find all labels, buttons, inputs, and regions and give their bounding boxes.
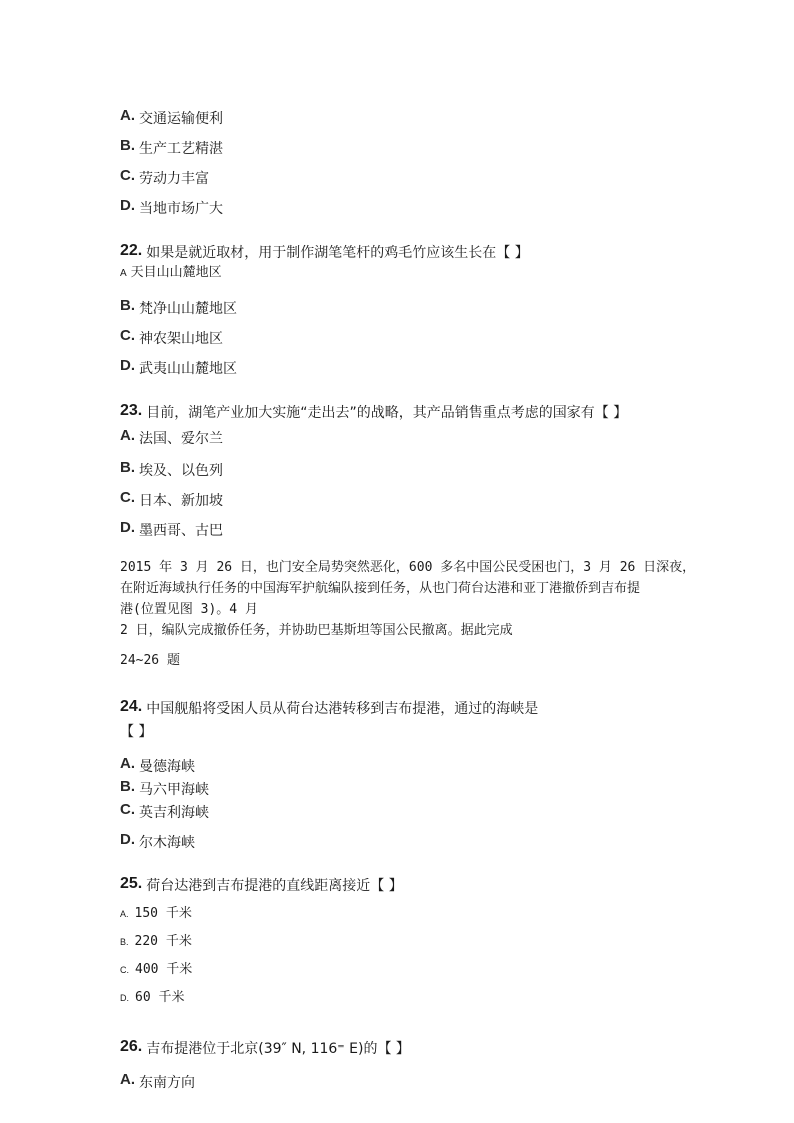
option-letter: D. (120, 831, 135, 848)
question-number: 23. (120, 402, 143, 419)
passage-line: 24~26 题 (120, 653, 180, 668)
passage-line: 港(位置见图 3)。4 月 (120, 602, 258, 617)
q22-option-d (120, 357, 237, 378)
option-letter: D. (120, 519, 135, 536)
q23-option-c (120, 489, 223, 510)
question-text: 目前，湖笔产业加大实施“走出去”的战略，其产品销售重点考虑的国家有【 】 (146, 405, 628, 421)
q26-option-a (120, 1071, 195, 1092)
answer-bracket: 【 】 (120, 724, 153, 740)
option-text: 150 千米 (134, 906, 192, 921)
q23-option-d (120, 519, 223, 540)
q23-option-a (120, 427, 223, 448)
option-letter: C. (120, 327, 135, 344)
option-letter: A (120, 268, 127, 279)
option-letter: C. (120, 965, 129, 975)
option-text: 220 千米 (134, 934, 192, 949)
option-letter: B. (120, 459, 135, 476)
option-text: 神农架山地区 (139, 331, 223, 347)
passage-line: 2 日，编队完成撤侨任务，并协助巴基斯坦等国公民撤离。据此完成 (120, 623, 513, 638)
option-letter: B. (120, 297, 135, 314)
q24-option-a (120, 755, 195, 776)
option-text: 法国、爱尔兰 (139, 431, 223, 447)
option-letter: A. (120, 107, 135, 124)
q24-option-b (120, 778, 209, 799)
question-number: 24. (120, 698, 143, 715)
option-text: 交通运输便利 (139, 111, 223, 127)
q24-option-d (120, 831, 195, 852)
question-26 (120, 1040, 410, 1058)
option-b (120, 137, 223, 158)
q24-option-c (120, 801, 209, 822)
question-24 (120, 700, 538, 718)
option-text: 400 千米 (135, 962, 193, 977)
option-text: 当地市场广大 (139, 201, 223, 217)
option-d (120, 197, 223, 218)
option-text: 生产工艺精湛 (139, 141, 223, 157)
option-text: 武夷山山麓地区 (139, 361, 237, 377)
option-letter: B. (120, 137, 135, 154)
option-text: 东南方向 (139, 1075, 195, 1091)
option-letter: A. (120, 427, 135, 444)
option-a (120, 107, 223, 128)
option-letter: A. (120, 1071, 135, 1088)
question-23 (120, 404, 627, 422)
option-text: 尔木海峡 (139, 835, 195, 851)
passage-line: 在附近海域执行任务的中国海军护航编队接到任务，从也门荷台达港和亚丁港撤侨到吉布提 (120, 581, 641, 596)
question-text: 吉布提港位于北京(39″ N, 116⁼ E)的【 】 (146, 1041, 410, 1057)
option-letter: C. (120, 801, 135, 818)
option-letter: D. (120, 993, 129, 1003)
q25-option-d (120, 989, 184, 1007)
question-number: 22. (120, 242, 143, 259)
option-text: 曼德海峡 (139, 759, 195, 775)
question-text: 荷台达港到吉布提港的直线距离接近【 】 (146, 878, 403, 894)
option-letter: A. (120, 755, 135, 772)
q25-option-c (120, 961, 192, 979)
passage-line: 2015 年 3 月 26 日，也门安全局势突然恶化，600 多名中国公民受困也门，3 月 26 日深夜， (120, 560, 696, 575)
question-number: 25. (120, 875, 143, 892)
option-letter: C. (120, 167, 135, 184)
option-text: 墨西哥、古巴 (139, 523, 223, 539)
option-letter: D. (120, 197, 135, 214)
option-text: 劳动力丰富 (139, 171, 209, 187)
q23-option-b (120, 459, 223, 480)
option-text: 英吉利海峡 (139, 805, 209, 821)
option-c (120, 167, 209, 188)
q25-option-b (120, 933, 192, 951)
question-text: 如果是就近取材，用于制作湖笔笔杆的鸡毛竹应该生长在【 】 (146, 245, 529, 261)
option-text: 天目山山麓地区 (130, 265, 222, 280)
question-25 (120, 877, 403, 895)
question-text: 中国舰船将受困人员从荷台达港转移到吉布提港，通过的海峡是 (146, 701, 539, 717)
q22-option-b (120, 297, 237, 318)
question-number: 26. (120, 1038, 143, 1055)
q22-option-c (120, 327, 223, 348)
option-text: 埃及、以色列 (139, 463, 223, 479)
option-letter: A. (120, 909, 129, 919)
q25-option-a (120, 905, 192, 923)
option-letter: B. (120, 937, 129, 947)
option-letter: C. (120, 489, 135, 506)
option-letter: B. (120, 778, 135, 795)
option-text: 马六甲海峡 (139, 782, 209, 798)
option-letter: D. (120, 357, 135, 374)
question-22 (120, 244, 529, 262)
option-text: 日本、新加坡 (139, 493, 223, 509)
q22-option-a (120, 264, 222, 283)
option-text: 60 千米 (135, 990, 185, 1005)
option-text: 梵净山山麓地区 (139, 301, 237, 317)
